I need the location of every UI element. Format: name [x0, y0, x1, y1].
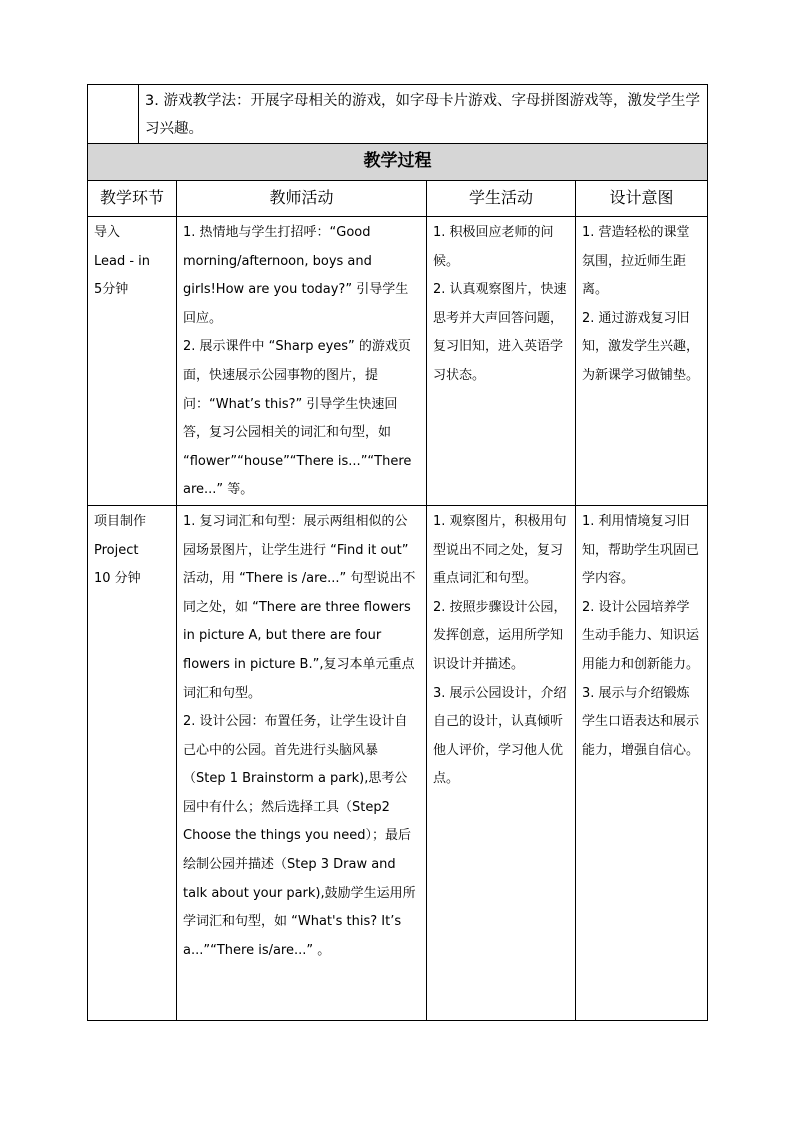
- intent-item: 1. 营造轻松的课堂氛围，拉近师生距离。: [582, 225, 690, 298]
- intent-item: 2. 设计公园培养学生动手能力、知识运用能力和创新能力。: [582, 599, 700, 672]
- stage-cell: [88, 505, 177, 1020]
- stage-cell: [88, 217, 177, 506]
- student-step: 2. 认真观察图片，快速思考并大声回答问题，复习旧知，进入英语学习状态。: [433, 282, 567, 383]
- stage-name: 项目制作: [94, 513, 147, 529]
- stage-english: Lead - in: [94, 253, 151, 269]
- intent-item: 1. 利用情境复习旧知，帮助学生巩固已学内容。: [582, 513, 700, 587]
- student-step: 1. 观察图片，积极用句型说出不同之处，复习重点词汇和句型。: [433, 513, 567, 587]
- header-teacher: 教师活动: [177, 181, 427, 217]
- lesson-plan-page: [87, 84, 707, 1021]
- section-banner-row: [88, 144, 708, 181]
- stage-name: 导入: [94, 225, 121, 240]
- teacher-step: 1. 热情地与学生打招呼：“Good morning/afternoon, boys and girls!How are you today?” 引导学生回应。: [183, 225, 409, 326]
- stage-duration: 5分钟: [94, 282, 129, 298]
- design-intent-cell: [576, 217, 708, 506]
- method-row-spacer: [88, 85, 139, 143]
- header-stage: 教学环节: [88, 181, 177, 217]
- design-intent-cell: [576, 505, 708, 1020]
- header-intent: 设计意图: [576, 181, 708, 217]
- teacher-step: 2. 展示课件中 “Sharp eyes” 的游戏页面，快速展示公园事物的图片，提问：“What’s this?” 引导学生快速回答，复习公园相关的词汇和句型，如 “flower”“house”“There is...”“There are...” 等。: [183, 339, 412, 498]
- student-step: 3. 展示公园设计，介绍自己的设计，认真倾听他人评价，学习他人优点。: [433, 685, 567, 787]
- stage-english: Project: [94, 542, 139, 558]
- teacher-step: 1. 复习词汇和句型：展示两组相似的公园场景图片，让学生进行 “Find it out” 活动，用 “There is /are...” 句型说出不同之处，如 “There are three flowers in picture A, but there are four flowers in picture B.”,复习本单元重点词汇和句型。: [183, 513, 416, 701]
- teacher-activity-cell: [177, 505, 427, 1020]
- game-method-text: 3. 游戏教学法：开展字母相关的游戏，如字母卡片游戏、字母拼图游戏等，激发学生学习兴趣。: [145, 93, 700, 137]
- teacher-activity-cell: [177, 217, 427, 506]
- table-row: [88, 217, 708, 506]
- intent-item: 2. 通过游戏复习旧知，激发学生兴趣，为新课学习做铺垫。: [582, 310, 700, 383]
- section-title: 教学过程: [88, 144, 708, 181]
- student-step: 1. 积极回应老师的问候。: [433, 225, 554, 269]
- student-step: 2. 按照步骤设计公园，发挥创意，运用所学知识设计并描述。: [433, 599, 567, 672]
- teacher-step: 2. 设计公园：布置任务，让学生设计自己心中的公园。首先进行头脑风暴（Step 1 Brainstorm a park),思考公园中有什么；然后选择工具（Step2 Choose the things you need）；最后绘制公园并描述（Step 3 Draw and talk about your park),鼓励学生运用所学词汇和句型，如 “What's this? It’s a...”“There is/are...” 。: [183, 714, 416, 958]
- student-activity-cell: [427, 217, 576, 506]
- header-student: 学生活动: [427, 181, 576, 217]
- table-row: [88, 505, 708, 1020]
- method-row: [88, 85, 708, 144]
- intent-item: 3. 展示与介绍锻炼学生口语表达和展示能力，增强自信心。: [582, 685, 700, 758]
- teaching-process-table: [87, 84, 708, 1021]
- stage-duration: 10 分钟: [94, 571, 141, 587]
- header-row: [88, 181, 708, 217]
- student-activity-cell: [427, 505, 576, 1020]
